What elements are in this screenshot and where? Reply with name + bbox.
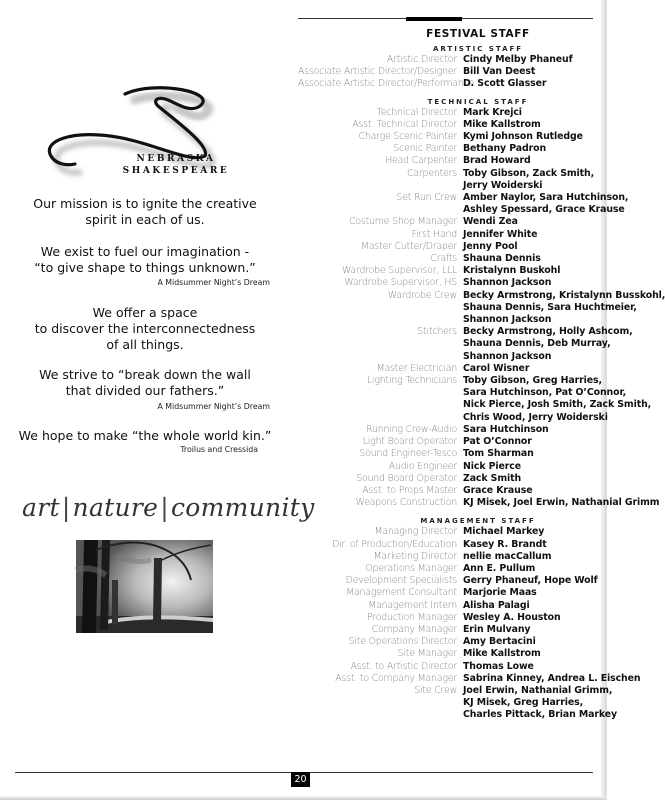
staff-name-line: Becky Armstrong, Kristalynn Busskohl, <box>463 289 665 301</box>
staff-row <box>298 563 598 575</box>
staff-role: Master Electrician <box>376 362 457 374</box>
mission-line: We exist to fuel our imagination - <box>40 244 250 259</box>
staff-names <box>463 636 536 648</box>
staff-role: Company Manager <box>371 623 457 635</box>
staff-names <box>463 424 549 436</box>
staff-role: Charge Scenic Painter <box>358 131 457 143</box>
staff-role: Site Manager <box>397 648 457 660</box>
staff-name-line: Shauna Dennis, Sara Huchtmeier, <box>463 301 637 313</box>
mission-line: We offer a space <box>92 305 198 320</box>
staff-name-line: Joel Erwin, Nathanial Grimm, <box>463 684 613 696</box>
mission-line: that divided our fathers.” <box>65 383 225 398</box>
staff-role: Set Run Crew <box>396 192 457 204</box>
staff-row <box>298 587 598 599</box>
staff-role: Site Operations Director <box>348 636 457 648</box>
staff-role: Stitchers <box>417 326 457 338</box>
staff-name-line: Wesley A. Houston <box>463 611 561 623</box>
tagline <box>22 493 315 522</box>
staff-role: Operations Manager <box>365 562 457 574</box>
staff-name-line: Shannon Jackson <box>463 277 552 289</box>
staff-row <box>298 216 598 228</box>
staff-role: First Hand <box>411 228 457 240</box>
staff-name-line: Jenny Pool <box>463 240 518 252</box>
mission-line: of all things. <box>106 337 184 352</box>
staff-names <box>463 661 534 673</box>
staff-name-line: Sara Hutchinson <box>463 423 549 435</box>
staff-name-line: Shauna Dennis <box>463 253 541 265</box>
staff-name-line: Marjorie Maas <box>463 587 537 599</box>
staff-name-line: Nick Pierce, Josh Smith, Zack Smith, <box>463 399 652 411</box>
staff-row <box>298 473 598 485</box>
staff-row <box>298 289 665 327</box>
staff-names <box>463 436 532 448</box>
staff-role: Master Cutter/Draper <box>360 240 457 252</box>
section-heading-management: MANAGEMENT STAFF <box>420 517 536 526</box>
staff-names <box>463 216 518 228</box>
staff-role: Asst. Technical Director <box>352 118 457 130</box>
staff-role: Wardrobe Crew <box>387 289 457 301</box>
staff-role: Management Intern <box>368 599 457 611</box>
mission-line: Our mission is to ignite the creative <box>33 196 257 211</box>
staff-row <box>298 66 598 78</box>
staff-row <box>298 436 598 448</box>
staff-role: Asst. to Company Manager <box>335 672 457 684</box>
staff-row <box>298 229 598 241</box>
staff-names <box>463 119 541 131</box>
page-number: 20 <box>291 772 310 787</box>
staff-role: Dir. of Production/Education <box>332 538 457 550</box>
staff-name-line: Thomas Lowe <box>463 660 534 672</box>
staff-row <box>298 526 598 538</box>
mission-paragraph-1 <box>0 196 290 228</box>
staff-row <box>298 539 598 551</box>
top-rule-accent <box>406 17 462 21</box>
mission-paragraph-2 <box>0 244 290 276</box>
staff-names <box>463 78 546 90</box>
staff-row <box>298 600 598 612</box>
staff-name-line: Grace Krause <box>463 484 533 496</box>
staff-name-line: nellie macCallum <box>463 550 552 562</box>
staff-role: Site Crew <box>414 684 457 696</box>
staff-name-line: Gerry Phaneuf, Hope Wolf <box>463 575 598 587</box>
staff-row <box>298 575 598 587</box>
staff-names <box>463 526 544 538</box>
staff-name-line: KJ Misek, Greg Harries, <box>463 697 584 709</box>
staff-names <box>463 673 640 685</box>
tagline-word: nature <box>72 493 159 522</box>
staff-names <box>463 600 530 612</box>
staff-role: Marketing Director <box>373 550 457 562</box>
staff-role: Audio Engineer <box>388 460 457 472</box>
staff-row <box>298 78 598 90</box>
staff-row <box>298 155 598 167</box>
section-heading-technical: TECHNICAL STAFF <box>427 97 529 106</box>
staff-role: Light Board Operator <box>362 436 457 448</box>
staff-names <box>463 229 537 241</box>
staff-names <box>463 473 521 485</box>
staff-name-line: Pat O’Connor <box>463 436 532 448</box>
staff-names <box>463 265 560 277</box>
staff-name-line: Cindy Melby Phaneuf <box>463 54 573 65</box>
staff-row <box>298 192 629 216</box>
festival-staff <box>298 28 665 722</box>
staff-name-line: Mike Kallstrom <box>463 118 541 130</box>
staff-names <box>463 143 546 155</box>
staff-name-line: Amber Naylor, Sara Hutchinson, <box>463 192 629 204</box>
staff-name-line: Shannon Jackson <box>463 350 552 362</box>
staff-name-line: Mike Kallstrom <box>463 648 541 660</box>
staff-names <box>463 685 617 722</box>
staff-name-line: Shannon Jackson <box>463 314 552 326</box>
staff-role: Management Consultant <box>346 587 457 599</box>
staff-name-line: Zack Smith <box>463 472 522 484</box>
staff-name-line: Becky Armstrong, Holly Ashcom, <box>463 326 633 338</box>
staff-names <box>463 241 518 253</box>
mission-paragraph-3 <box>0 305 290 353</box>
staff-name-line: KJ Misek, Joel Erwin, Nathanial Grimm <box>463 497 660 509</box>
staff-row <box>298 131 598 143</box>
staff-role: Managing Director <box>374 526 457 538</box>
trees-photo <box>76 540 213 633</box>
staff-name-line: Carol Wisner <box>463 362 530 374</box>
staff-row <box>298 265 598 277</box>
staff-role: Wardrobe Supervisor, HS <box>344 277 457 289</box>
staff-name-line: Michael Markey <box>463 526 545 538</box>
staff-name-line: D. Scott Glasser <box>463 78 547 90</box>
staff-names <box>463 131 583 143</box>
staff-name-line: Kasey R. Brandt <box>463 538 547 550</box>
staff-role: Lighting Technicians <box>366 375 457 387</box>
tagline-word: art <box>22 493 60 522</box>
organization-name-line2: SHAKESPEARE <box>122 166 230 176</box>
staff-role: Associate Artistic Director/Performance <box>298 78 475 90</box>
staff-names <box>463 192 628 216</box>
mission-paragraph-5 <box>0 428 290 444</box>
staff-row <box>298 461 598 473</box>
section-heading-artistic: ARTISTIC STAFF <box>432 45 524 53</box>
staff-name-line: Ann E. Pullum <box>463 562 536 574</box>
staff-names <box>463 54 573 66</box>
mission-paragraph-4 <box>0 367 290 399</box>
staff-name-line: Erin Mulvany <box>463 623 531 635</box>
staff-row <box>298 497 660 509</box>
staff-name-line: Toby Gibson, Zack Smith, <box>463 167 595 179</box>
staff-role: Artistic Director <box>386 54 457 65</box>
quote-citation: A Midsummer Night’s Dream <box>157 402 270 411</box>
staff-name-line: Ashley Spessard, Grace Krause <box>463 204 625 216</box>
management-staff-list <box>298 526 641 721</box>
staff-row <box>298 424 598 436</box>
staff-row <box>298 241 598 253</box>
staff-names <box>463 497 659 509</box>
staff-names <box>463 461 521 473</box>
staff-names <box>463 575 598 587</box>
staff-row <box>298 54 598 66</box>
staff-row <box>298 485 598 497</box>
staff-names <box>463 624 530 636</box>
staff-row <box>298 551 598 563</box>
staff-role: Production Manager <box>366 611 457 623</box>
staff-name-line: Chris Wood, Jerry Woiderski <box>463 411 608 423</box>
staff-role: Asst. to Artistic Director <box>350 660 457 672</box>
staff-row <box>298 107 598 119</box>
tagline-separator: | <box>61 493 71 522</box>
staff-names <box>463 155 531 167</box>
staff-role: Scenic Painter <box>393 143 457 155</box>
staff-names <box>463 551 551 563</box>
staff-name-line: Shauna Dennis, Deb Murray, <box>463 338 611 350</box>
staff-names <box>463 563 535 575</box>
staff-role: Associate Artistic Director/Designer <box>298 66 457 78</box>
staff-role: Costume Shop Manager <box>349 216 457 228</box>
staff-names <box>463 168 594 192</box>
staff-role: Asst. to Props Master <box>362 484 457 496</box>
mission-line: to discover the interconnectedness <box>34 321 256 336</box>
staff-name-line: Kymi Johnson Rutledge <box>463 131 583 143</box>
staff-role: Technical Director <box>376 106 457 118</box>
tagline-separator: | <box>160 493 169 522</box>
staff-name-line: Jennifer White <box>463 228 538 240</box>
staff-names <box>463 485 532 497</box>
staff-names <box>463 290 665 327</box>
staff-name-line: Bethany Padron <box>463 143 547 155</box>
tagline-word: community <box>170 493 315 522</box>
staff-name-line: Tom Sharman <box>463 448 534 460</box>
festival-staff-title: FESTIVAL STAFF <box>426 28 530 40</box>
staff-names <box>463 587 537 599</box>
staff-name-line: Sara Hutchinson, Pat O’Connor, <box>463 387 627 399</box>
quote-citation: A Midsummer Night’s Dream <box>157 278 270 287</box>
staff-row <box>298 119 598 131</box>
mission-line: “to give shape to things unknown.” <box>34 260 256 275</box>
staff-names <box>463 107 522 119</box>
staff-names <box>463 277 551 289</box>
staff-row <box>298 612 598 624</box>
staff-row <box>298 168 598 192</box>
staff-row <box>298 253 598 265</box>
staff-row <box>298 636 598 648</box>
staff-name-line: Alisha Palagi <box>463 599 530 611</box>
staff-role: Wardrobe Supervisor, LLL <box>341 265 457 277</box>
organization-name-line1: NEBRASKA <box>136 154 216 164</box>
staff-role: Sound Board Operator <box>356 472 457 484</box>
quote-citation: Troilus and Cressida <box>180 445 258 454</box>
staff-names <box>463 539 547 551</box>
staff-row <box>298 624 598 636</box>
staff-row <box>298 375 652 424</box>
staff-names <box>463 363 529 375</box>
staff-role: Head Carpenter <box>385 155 457 167</box>
mission-line: We hope to make “the whole world kin.” <box>18 428 272 443</box>
staff-name-line: Wendi Zea <box>463 216 518 228</box>
staff-role: Development Specialists <box>345 575 457 587</box>
staff-role: Running Crew-Audio <box>366 423 457 435</box>
staff-row <box>298 277 598 289</box>
staff-name-line: Jerry Woiderski <box>463 179 543 191</box>
staff-name-line: Sabrina Kinney, Andrea L. Eischen <box>463 672 641 684</box>
staff-name-line: Kristalynn Buskohl <box>463 265 561 277</box>
staff-name-line: Amy Bertacini <box>463 636 536 648</box>
scan-bottom-shadow <box>0 796 607 800</box>
staff-role: Crafts <box>430 253 457 265</box>
staff-row <box>298 648 598 660</box>
trees-photo-illustration <box>76 540 213 633</box>
staff-name-line: Brad Howard <box>463 155 531 167</box>
staff-row <box>298 448 598 460</box>
mission-line: spirit in each of us. <box>85 212 205 227</box>
staff-row <box>298 672 641 685</box>
staff-names <box>463 253 541 265</box>
staff-names <box>463 448 534 460</box>
staff-name-line: Nick Pierce <box>463 460 521 472</box>
staff-name-line: Mark Krejci <box>463 106 522 118</box>
staff-row <box>298 661 598 673</box>
staff-row <box>298 326 633 363</box>
staff-names <box>463 326 633 363</box>
staff-row <box>298 143 598 155</box>
staff-role: Weapons Construction <box>355 497 457 509</box>
mission-line: We strive to “break down the wall <box>39 367 251 382</box>
technical-staff-list <box>298 106 665 510</box>
staff-names <box>463 375 651 424</box>
staff-names <box>463 612 561 624</box>
staff-role: Sound Engineer-Tesco <box>359 448 457 460</box>
staff-name-line: Charles Pittack, Brian Markey <box>463 709 617 721</box>
staff-name-line: Toby Gibson, Greg Harries, <box>463 375 602 387</box>
staff-row <box>298 363 598 375</box>
staff-name-line: Bill Van Deest <box>463 66 536 78</box>
staff-row <box>298 684 617 722</box>
organization-name <box>116 153 236 177</box>
staff-names <box>463 66 535 78</box>
staff-names <box>463 648 541 660</box>
staff-role: Carpenters <box>407 167 457 179</box>
